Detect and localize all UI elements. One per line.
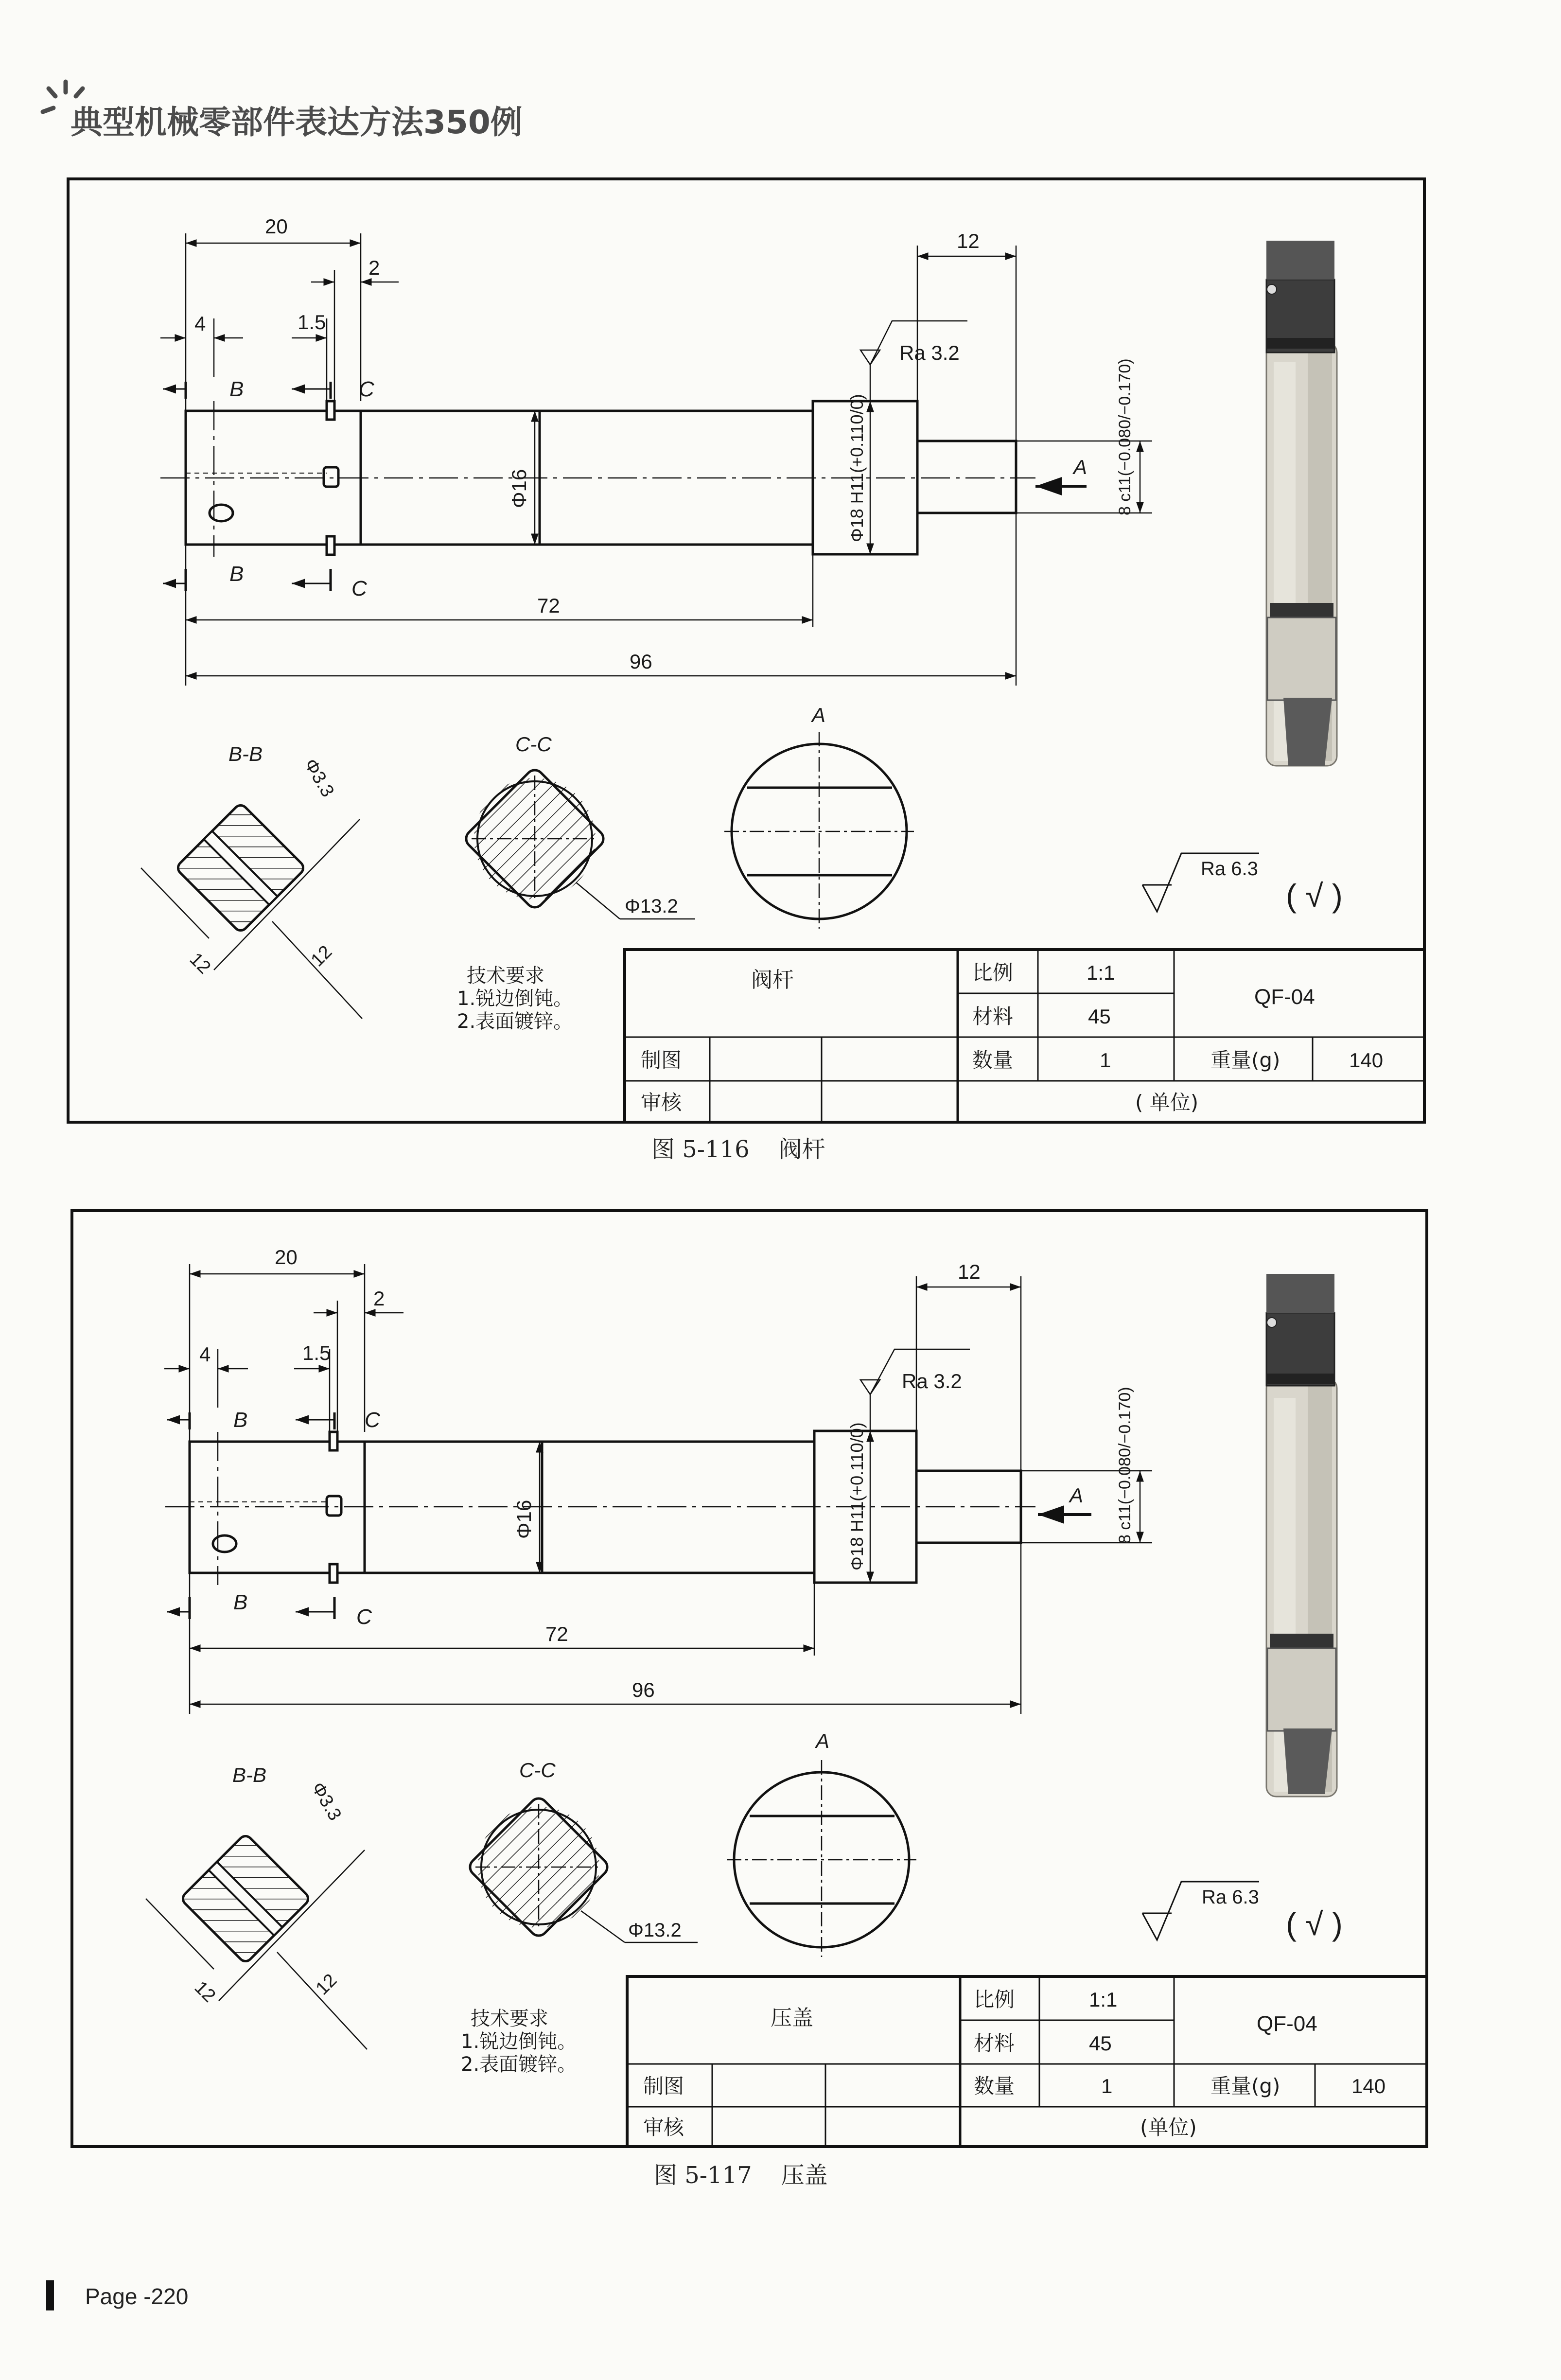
cross-hole (210, 505, 233, 521)
title-block (627, 1976, 1427, 2147)
figure-panel (0, 1203, 1561, 2205)
section-bb (141, 742, 362, 1019)
tech-requirements-title: 技术要求 (471, 2008, 548, 2030)
dimension-label: 12 (190, 1977, 220, 2007)
roughness-check-symbol: ( √ ) (1286, 878, 1343, 914)
scale-value: 1:1 (1089, 1988, 1118, 2011)
view-a (727, 1729, 916, 1957)
dimension-label: 4 (199, 1343, 211, 1366)
engineering-drawing (0, 1203, 1561, 2151)
scale-label: 比例 (972, 961, 1014, 985)
section-mark-b: B (233, 1408, 248, 1432)
figure-number: 图 5-117 (654, 2162, 752, 2189)
quantity-value: 1 (1101, 2075, 1113, 2098)
dimension-label: Φ18 H11(+0.110/0) (847, 394, 867, 542)
part-name: 阀杆 (751, 968, 794, 992)
dimension-label: 72 (537, 594, 560, 617)
section-title-bb: B-B (228, 742, 263, 765)
shaft-tip (917, 441, 1016, 513)
view-arrow-label: A (1073, 456, 1087, 478)
material-label: 材料 (974, 2031, 1015, 2055)
section-mark-c: C (359, 377, 374, 401)
dimension-label: 2 (368, 256, 380, 279)
dimension-label: 96 (630, 650, 652, 673)
drawing-frame (72, 1211, 1427, 2147)
surface-roughness: Ra 6.3 (1202, 1886, 1259, 1908)
cross-hole (213, 1535, 236, 1552)
quantity-value: 1 (1100, 1049, 1111, 1072)
part-name: 压盖 (771, 2006, 813, 2030)
figure-panel (0, 173, 1561, 1179)
dimension-label: 8 c11(−0.080/−0.170) (1116, 358, 1134, 515)
dimension-label: 8 c11(−0.080/−0.170) (1116, 1387, 1134, 1544)
dimension-label: Φ18 H11(+0.110/0) (847, 1422, 867, 1570)
figure-name: 阀杆 (778, 1136, 825, 1163)
section-mark-c: C (351, 577, 367, 600)
dimension-label: 1.5 (298, 311, 326, 334)
dimension-label: 20 (265, 215, 288, 238)
page-number: Page -220 (85, 2284, 189, 2309)
material-value: 45 (1088, 1005, 1111, 1028)
dimension-label: Φ13.2 (628, 1920, 682, 1941)
weight-value: 140 (1351, 2075, 1386, 2098)
view-title-a: A (812, 704, 826, 726)
dimension-label: 12 (312, 1970, 341, 1999)
scale-label: 比例 (974, 1988, 1015, 2011)
book-title: 典型机械零部件表达方法350例 (70, 104, 523, 141)
scale-value: 1:1 (1087, 961, 1115, 984)
dimension-label: Φ16 (508, 469, 530, 508)
dimension-label: 12 (958, 1260, 981, 1283)
tech-requirement-item: 2.表面镀锌。 (461, 2053, 577, 2076)
figure-name: 压盖 (781, 2162, 828, 2189)
footer-bar (46, 2280, 54, 2310)
dimension-label: 2 (373, 1287, 385, 1310)
quantity-label: 数量 (972, 1048, 1014, 1072)
dimension-label: 4 (194, 312, 206, 335)
section-mark-b: B (229, 562, 244, 586)
section-cc (467, 1759, 698, 1942)
tech-requirement-item: 1.锐边倒钝。 (461, 2030, 577, 2053)
checked-by-label: 审核 (641, 1091, 682, 1114)
quantity-label: 数量 (974, 2074, 1015, 2098)
surface-roughness: Ra 3.2 (899, 341, 960, 364)
view-title-a: A (816, 1729, 830, 1752)
dimension-label: 12 (185, 949, 215, 978)
figure-caption (651, 1130, 825, 1164)
view-arrow-label: A (1070, 1484, 1084, 1507)
drawn-by-label: 制图 (643, 2074, 684, 2098)
weight-label: 重量(g) (1210, 2074, 1280, 2098)
drawing-number: QF-04 (1257, 2012, 1317, 2036)
dimension-label: Φ13.2 (625, 896, 678, 917)
section-mark-b: B (229, 377, 244, 401)
roughness-check-symbol: ( √ ) (1286, 1906, 1343, 1942)
page-header (29, 68, 613, 146)
section-mark-c: C (365, 1408, 380, 1432)
figure-caption (654, 2156, 828, 2190)
section-mark-c: C (356, 1605, 372, 1629)
engineering-drawing (0, 173, 1561, 1126)
drawing-number: QF-04 (1254, 985, 1315, 1009)
material-value: 45 (1089, 2032, 1112, 2055)
section-title-bb: B-B (232, 1763, 267, 1786)
section-cc (463, 733, 695, 919)
weight-value: 140 (1349, 1049, 1384, 1072)
checked-by-label: 审核 (643, 2116, 684, 2139)
dimension-label: Φ3.3 (307, 1779, 346, 1824)
view-a (724, 704, 914, 929)
material-label: 材料 (972, 1005, 1014, 1028)
dimension-label: 96 (632, 1678, 655, 1701)
dimension-label: 1.5 (302, 1341, 331, 1364)
drawing-frame (68, 179, 1424, 1122)
dimension-label: 20 (275, 1246, 298, 1269)
surface-roughness: Ra 6.3 (1201, 858, 1258, 880)
figure-number: 图 5-116 (651, 1136, 750, 1163)
unit-label: (单位) (1140, 2116, 1197, 2139)
drawn-by-label: 制图 (641, 1048, 682, 1072)
part-3d-render (1266, 241, 1337, 766)
section-title-cc: C-C (519, 1759, 556, 1781)
weight-label: 重量(g) (1210, 1048, 1280, 1072)
section-mark-b: B (233, 1590, 248, 1614)
tech-requirement-item: 2.表面镀锌。 (457, 1010, 573, 1033)
dimension-label: Φ16 (512, 1499, 535, 1539)
surface-roughness: Ra 3.2 (902, 1370, 962, 1393)
tech-requirements-title: 技术要求 (467, 965, 544, 987)
dimension-label: 72 (545, 1622, 568, 1645)
dimension-label: 12 (957, 229, 980, 252)
section-bb (146, 1763, 367, 2049)
unit-label: ( 单位) (1135, 1091, 1199, 1114)
dimension-label: 12 (307, 941, 336, 971)
part-3d-render (1266, 1274, 1337, 1797)
title-block (625, 950, 1424, 1122)
section-title-cc: C-C (515, 733, 552, 756)
dimension-label: Φ3.3 (300, 755, 338, 801)
tech-requirement-item: 1.锐边倒钝。 (457, 987, 573, 1010)
